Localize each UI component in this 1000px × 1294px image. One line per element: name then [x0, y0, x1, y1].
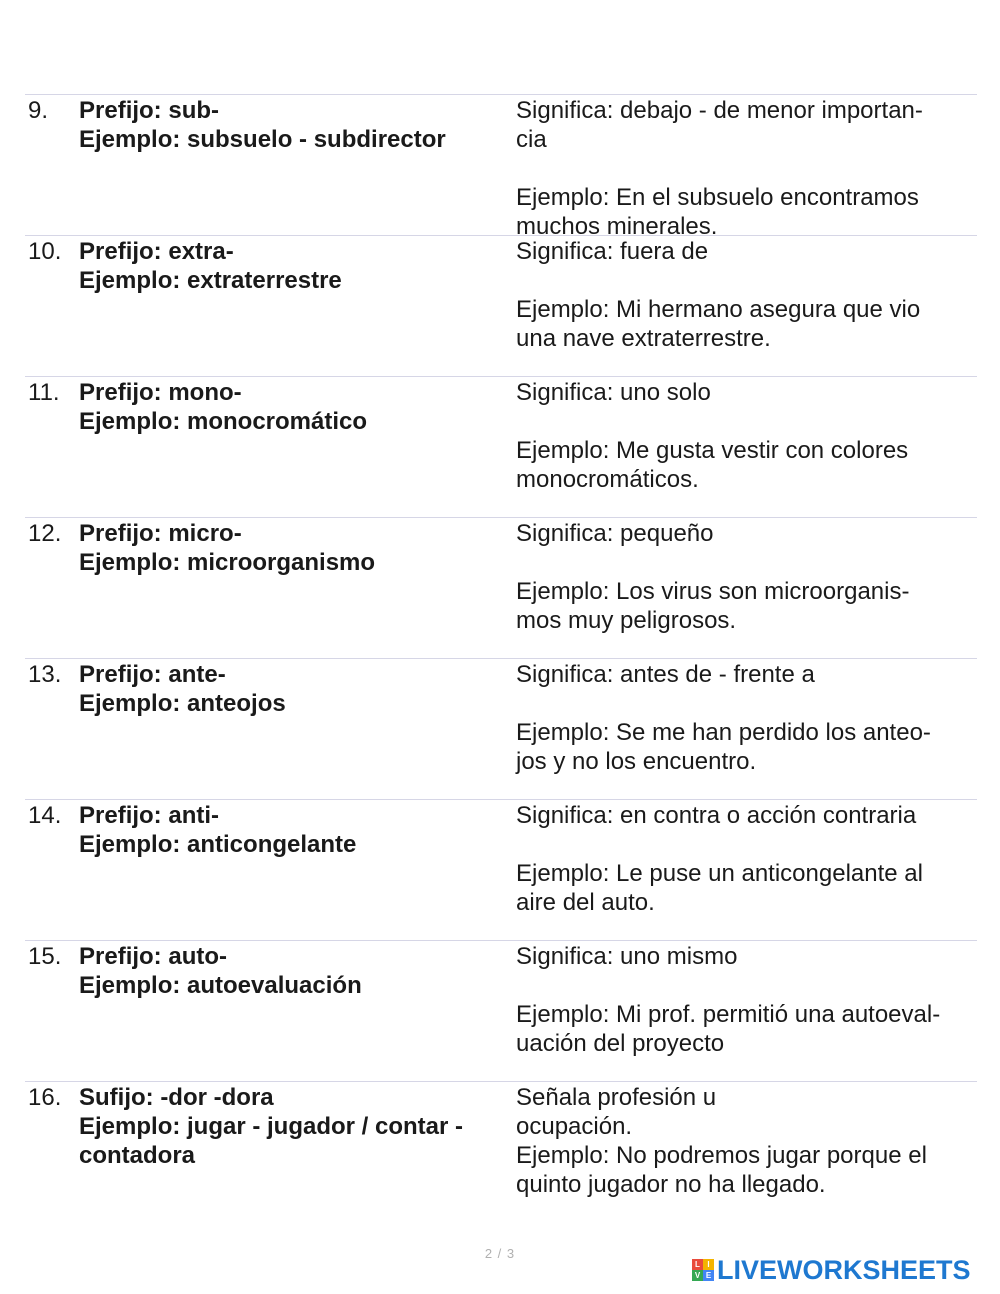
spacer	[516, 971, 977, 1000]
affix-definition	[79, 236, 516, 376]
meaning-line: Ejemplo: Le puse un anticongelante al	[516, 860, 923, 887]
meaning-example	[516, 518, 977, 658]
meaning-line: muchos minerales.	[516, 213, 718, 240]
logo-tile: E	[703, 1270, 714, 1281]
affix-line: Prefijo: micro-	[79, 520, 242, 547]
meaning-line: Ejemplo: Se me han perdido los anteo-	[516, 719, 931, 746]
meaning-line: uación del proyecto	[516, 1030, 725, 1057]
meaning-example	[516, 377, 977, 517]
affix-line: Prefijo: anti-	[79, 802, 220, 829]
meaning-line: Significa: antes de - frente a	[516, 661, 815, 688]
meaning-line: monocromáticos.	[516, 466, 699, 493]
meaning-line: Significa: pequeño	[516, 520, 714, 547]
logo-tile: I	[703, 1259, 714, 1270]
table-row	[25, 376, 977, 517]
affix-line: Ejemplo: anticongelante	[79, 831, 357, 858]
affix-definition	[79, 1082, 516, 1231]
table-row	[25, 799, 977, 940]
logo-tile: L	[692, 1259, 703, 1270]
affix-line: Ejemplo: anteojos	[79, 690, 286, 717]
meaning-line: Significa: fuera de	[516, 238, 709, 265]
affix-line: Ejemplo: subsuelo - subdirector	[79, 126, 446, 153]
brand-name: LIVEWORKSHEETS	[717, 1254, 971, 1285]
affix-line: Ejemplo: jugar - jugador / contar -	[79, 1113, 464, 1140]
row-number: 14.	[28, 802, 62, 829]
meaning-line: Ejemplo: Me gusta vestir con colores	[516, 437, 909, 464]
meaning-example	[516, 941, 977, 1081]
table-row	[25, 1081, 977, 1231]
affix-line: Prefijo: auto-	[79, 943, 227, 970]
affix-definition	[79, 941, 516, 1081]
spacer	[516, 266, 977, 295]
affix-definition	[79, 518, 516, 658]
meaning-line: quinto jugador no ha llegado.	[516, 1171, 826, 1198]
spacer	[516, 407, 977, 436]
affix-definition	[79, 377, 516, 517]
affix-line: contadora	[79, 1142, 196, 1169]
spacer	[516, 154, 977, 183]
affix-line: Ejemplo: microorganismo	[79, 549, 376, 576]
spacer	[516, 548, 977, 577]
row-number: 15.	[28, 943, 62, 970]
meaning-line: Ejemplo: En el subsuelo encontramos	[516, 184, 919, 211]
prefix-table	[25, 94, 977, 1231]
spacer	[516, 689, 977, 718]
affix-line: Ejemplo: extraterrestre	[79, 267, 342, 294]
meaning-example	[516, 1082, 977, 1231]
meaning-line: Ejemplo: Los virus son microorganis-	[516, 578, 910, 605]
affix-definition	[79, 659, 516, 799]
meaning-line: Significa: uno mismo	[516, 943, 738, 970]
table-row	[25, 235, 977, 376]
meaning-line: Ejemplo: Mi hermano asegura que vio	[516, 296, 921, 323]
row-number: 11.	[28, 379, 60, 406]
row-number: 16.	[28, 1084, 62, 1111]
affix-line: Prefijo: extra-	[79, 238, 234, 265]
meaning-line: Significa: uno solo	[516, 379, 711, 406]
meaning-line: ocupación.	[516, 1113, 633, 1140]
meaning-line: Ejemplo: No podremos jugar porque el	[516, 1142, 927, 1169]
meaning-line: mos muy peligrosos.	[516, 607, 737, 634]
meaning-line: Ejemplo: Mi prof. permitió una autoeval-	[516, 1001, 941, 1028]
row-number: 12.	[28, 520, 62, 547]
affix-definition	[79, 95, 516, 235]
affix-line: Ejemplo: monocromático	[79, 408, 368, 435]
affix-line: Prefijo: ante-	[79, 661, 226, 688]
logo-tile: V	[692, 1270, 703, 1281]
table-row	[25, 517, 977, 658]
meaning-line: Señala profesión u	[516, 1084, 717, 1111]
spacer	[516, 830, 977, 859]
meaning-line: jos y no los encuentro.	[516, 748, 757, 775]
affix-line: Prefijo: mono-	[79, 379, 242, 406]
meaning-line: cia	[516, 126, 547, 153]
row-number: 13.	[28, 661, 62, 688]
affix-line: Ejemplo: autoevaluación	[79, 972, 362, 999]
row-number: 10.	[28, 238, 62, 265]
row-number: 9.	[28, 97, 49, 124]
affix-line: Sufijo: -dor -dora	[79, 1084, 274, 1111]
meaning-line: Significa: en contra o acción contraria	[516, 802, 917, 829]
brand-logo-icon	[692, 1259, 714, 1281]
meaning-example	[516, 95, 977, 240]
brand-logo[interactable]	[692, 1255, 971, 1285]
table-row	[25, 940, 977, 1081]
affix-definition	[79, 800, 516, 940]
meaning-line: una nave extraterrestre.	[516, 325, 771, 352]
meaning-example	[516, 659, 977, 799]
table-row	[25, 94, 977, 240]
meaning-line: Significa: debajo - de menor importan-	[516, 97, 923, 124]
table-row	[25, 658, 977, 799]
affix-line: Prefijo: sub-	[79, 97, 220, 124]
meaning-line: aire del auto.	[516, 889, 655, 916]
page-indicator: 2 / 3	[484, 1246, 516, 1261]
meaning-example	[516, 800, 977, 940]
meaning-example	[516, 236, 977, 376]
